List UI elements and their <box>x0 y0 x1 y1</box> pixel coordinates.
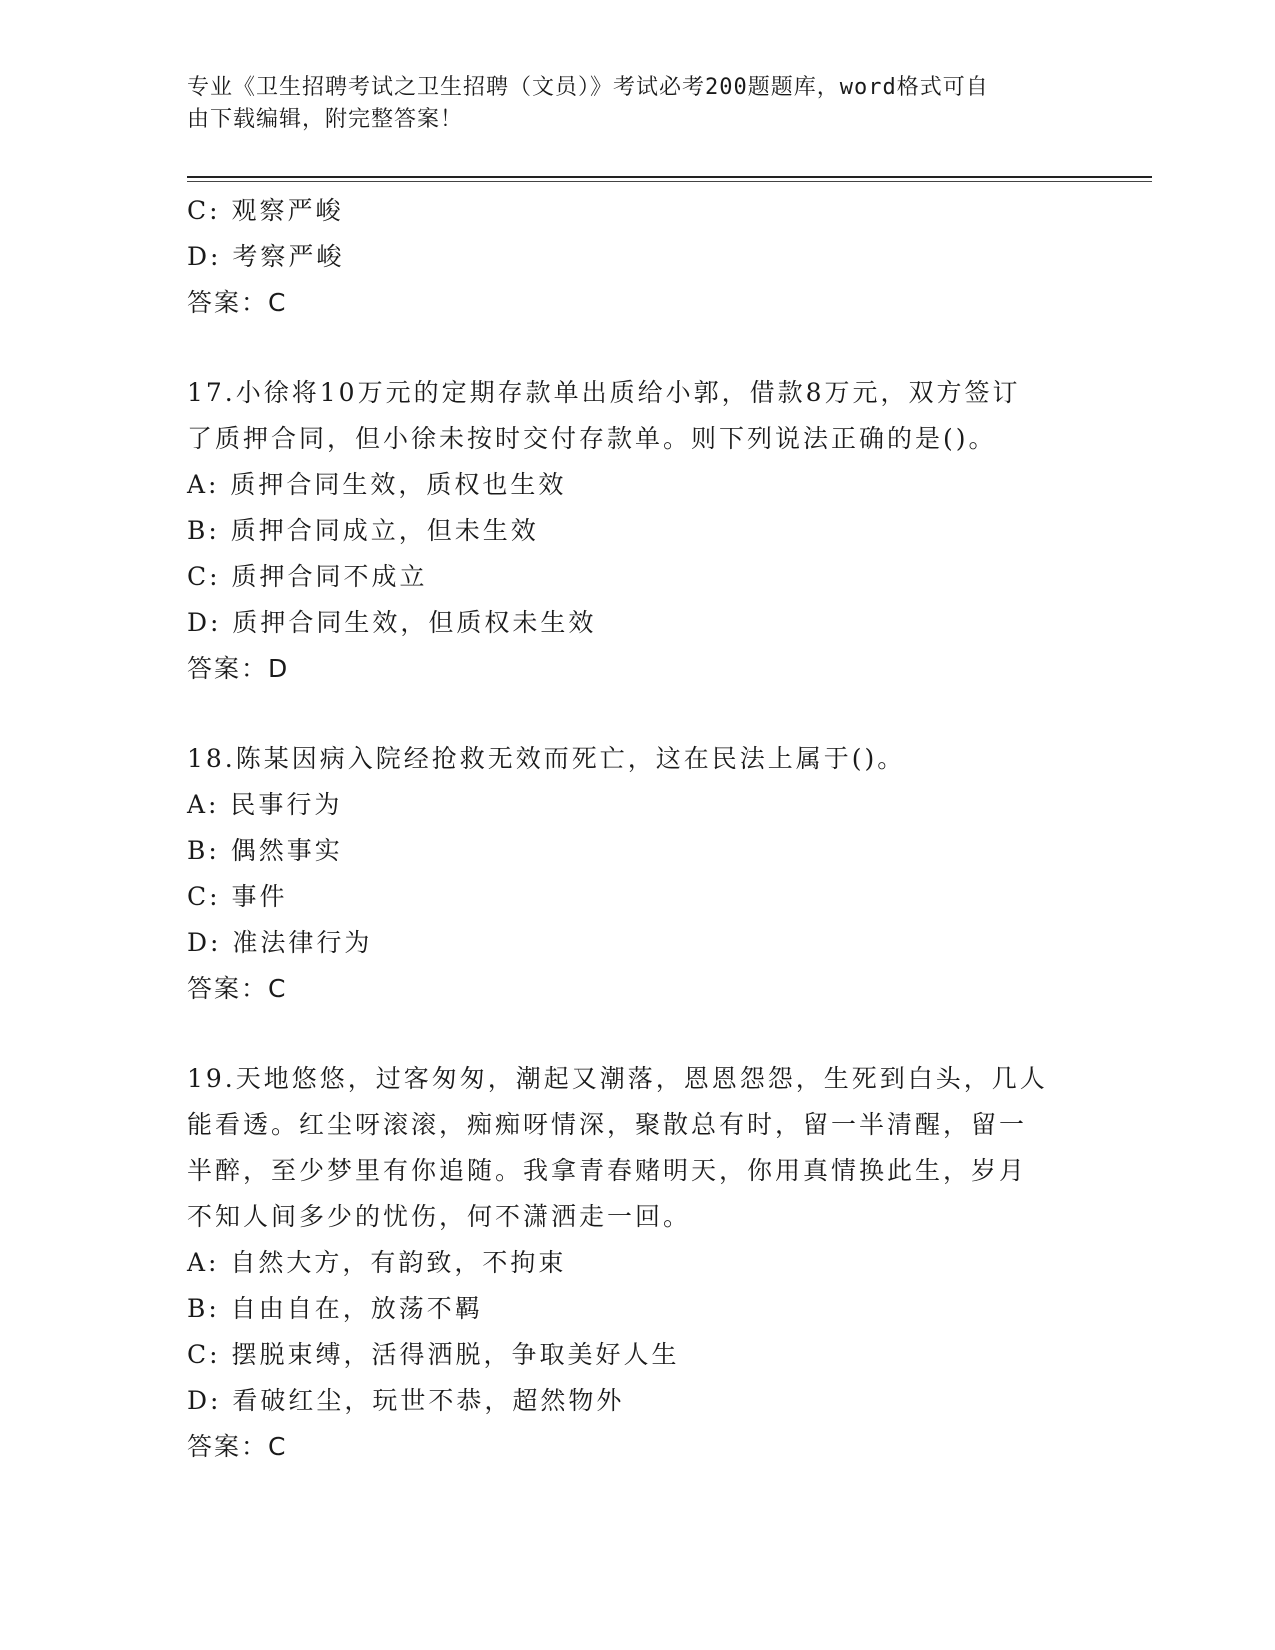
question-line: 能看透。红尘呀滚滚，痴痴呀情深，聚散总有时，留一半清醒，留一 <box>187 1110 1028 1139</box>
question-line: 半醉，至少梦里有你追随。我拿青春赌明天，你用真情换此生，岁月 <box>187 1156 1028 1185</box>
option-b: B: 质押合同成立，但未生效 <box>187 516 539 545</box>
answer: 答案：C <box>187 1432 288 1461</box>
option-c: C: 质押合同不成立 <box>187 562 428 591</box>
question-line: 17.小徐将10万元的定期存款单出质给小郭，借款8万元，双方签订 <box>187 378 1021 407</box>
question-text <box>187 370 1087 462</box>
header-divider <box>187 176 1152 178</box>
page-header <box>187 72 1067 136</box>
option-b: B: 自由自在，放荡不羁 <box>187 1294 483 1323</box>
option-d: D: 看破红尘，玩世不恭，超然物外 <box>187 1386 625 1415</box>
question-line: 了质押合同，但小徐未按时交付存款单。则下列说法正确的是()。 <box>187 424 997 453</box>
prev-question <box>187 188 1087 326</box>
option-d: D: 质押合同生效，但质权未生效 <box>187 608 597 637</box>
option-a: A: 自然大方，有韵致，不拘束 <box>187 1248 567 1277</box>
header-line-2: 由下载编辑，附完整答案！ <box>187 107 464 132</box>
question-18 <box>187 736 1087 1012</box>
question-17 <box>187 370 1087 692</box>
question-line: 18.陈某因病入院经抢救无效而死亡，这在民法上属于()。 <box>187 744 906 773</box>
question-line: 19.天地悠悠，过客匆匆，潮起又潮落，恩恩怨怨，生死到白头，几人 <box>187 1064 1048 1093</box>
question-line: 不知人间多少的忧伤，何不潇洒走一回。 <box>187 1202 692 1231</box>
option-c: C: 事件 <box>187 882 288 911</box>
option-b: B: 偶然事实 <box>187 836 343 865</box>
answer: 答案：C <box>187 288 288 317</box>
option-a: A: 民事行为 <box>187 790 343 819</box>
option-d: D: 准法律行为 <box>187 928 373 957</box>
answer: 答案：D <box>187 654 290 683</box>
answer: 答案：C <box>187 974 288 1003</box>
option-c: C: 摆脱束缚，活得洒脱，争取美好人生 <box>187 1340 680 1369</box>
option-a: A: 质押合同生效，质权也生效 <box>187 470 567 499</box>
header-divider-thin <box>187 181 1152 182</box>
question-text <box>187 1056 1087 1240</box>
option-d: D: 考察严峻 <box>187 242 345 271</box>
option-c: C: 观察严峻 <box>187 196 344 225</box>
document-body <box>187 188 1087 1470</box>
question-19 <box>187 1056 1087 1470</box>
header-line-1: 专业《卫生招聘考试之卫生招聘（文员）》考试必考200题题库，word格式可自 <box>187 75 989 100</box>
question-text <box>187 736 1087 782</box>
